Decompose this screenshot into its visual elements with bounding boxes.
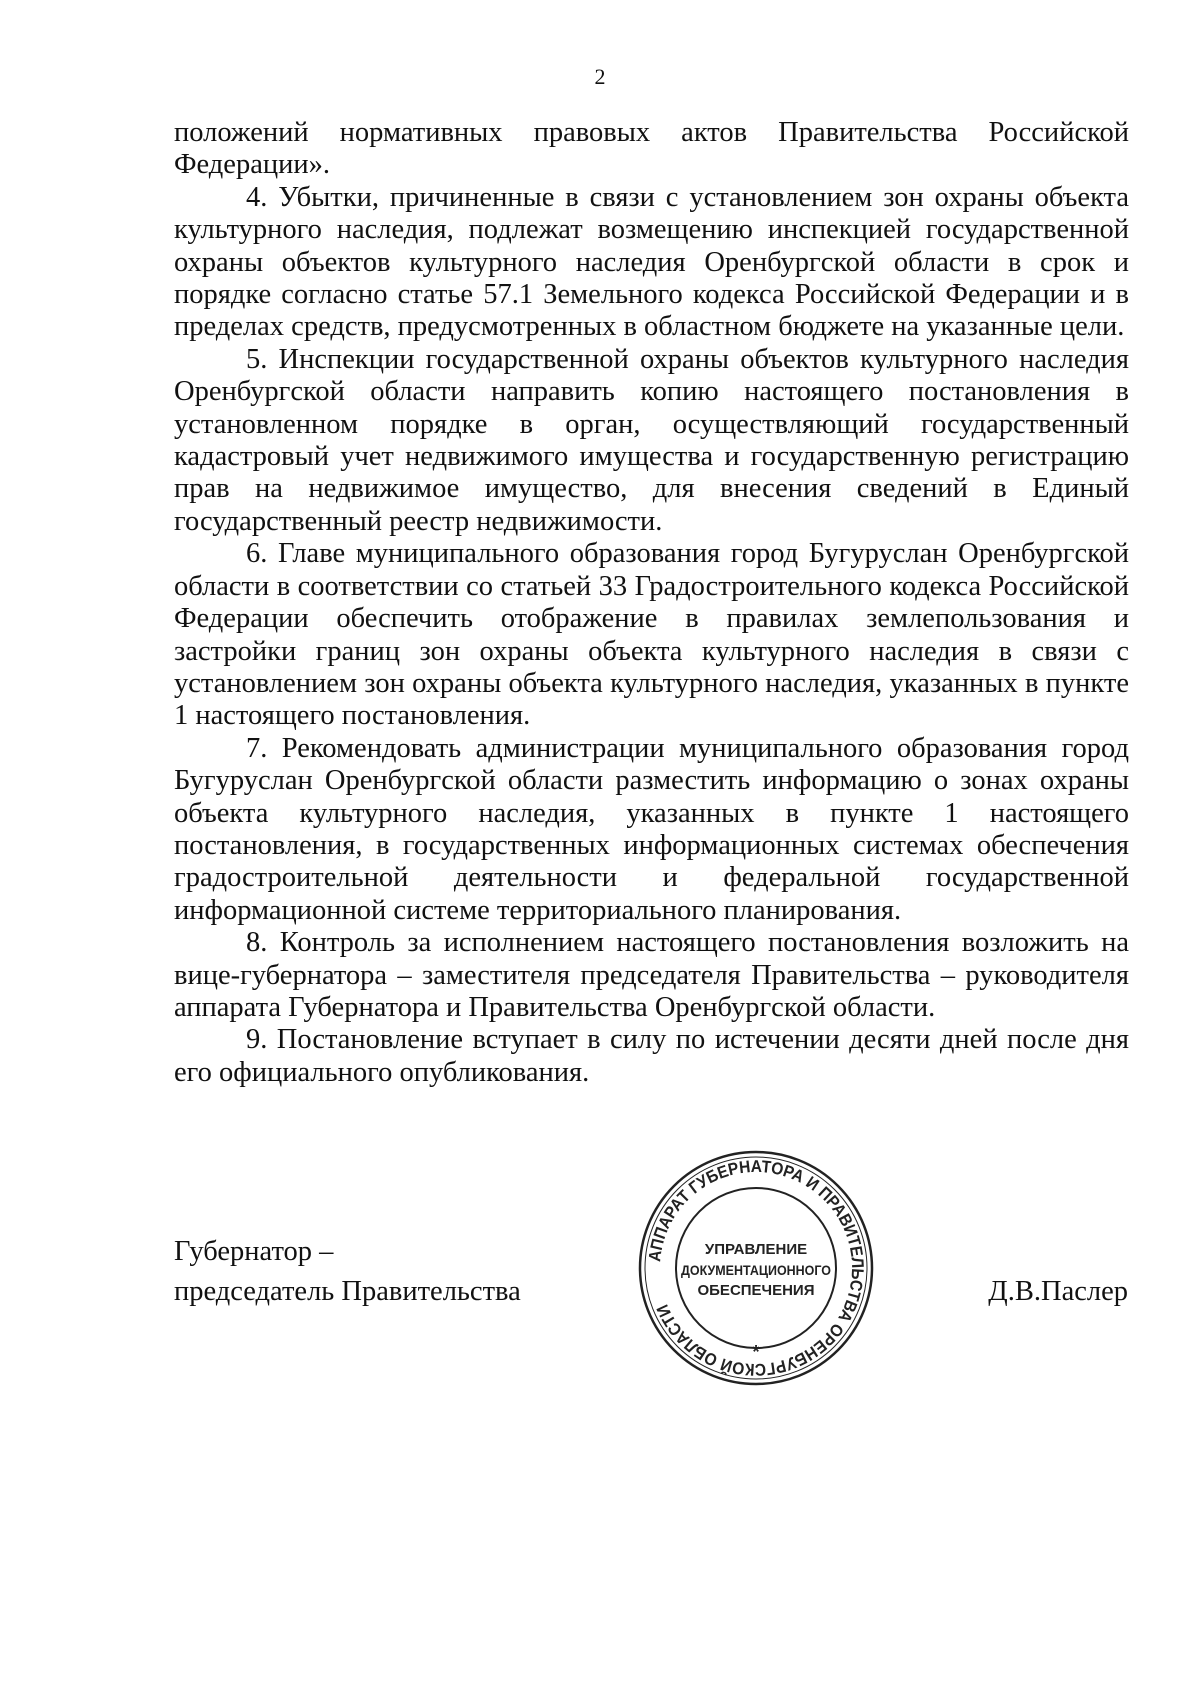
stamp-center-line-3: ОБЕСПЕЧЕНИЯ bbox=[697, 1282, 815, 1299]
paragraph-item-8: 8. Контроль за исполнением настоящего постановления возложить на вице-губернатора – заместителя председателя Правительства – руководителя аппарата Губернатора и Правительства Оренбургской области. bbox=[174, 927, 1129, 1023]
stamp-star: * bbox=[752, 1342, 760, 1362]
stamp-center-line-2: ДОКУМЕНТАЦИОННОГО bbox=[681, 1262, 832, 1278]
official-stamp bbox=[636, 1148, 876, 1388]
paragraph-item-5: 5. Инспекции государственной охраны объектов культурного наследия Оренбургской области направить копию настоящего постановления в установленном порядке в орган, осуществляющий государственный кадастровый учет недвижимого имущества и государственную регистрацию прав на недвижимое имущество, для внесения сведений в Единый государственный реестр недвижимости. bbox=[174, 343, 1129, 537]
signatory-title-line-2: председатель Правительства bbox=[174, 1276, 521, 1307]
signatory-title bbox=[174, 1232, 521, 1312]
signatory-name: Д.В.Паслер bbox=[988, 1276, 1128, 1307]
signatory-title-line-1: Губернатор – bbox=[174, 1236, 334, 1267]
stamp-center-line-1: УПРАВЛЕНИЕ bbox=[704, 1241, 808, 1258]
page-number: 2 bbox=[594, 64, 606, 89]
paragraph-item-6: 6. Главе муниципального образования город Бугуруслан Оренбургской области в соответствии со статьей 33 Градостроительного кодекса Российской Федерации обеспечить отображение в правилах землепользования и застройки границ зон охраны объекта культурного наследия в связи с установлением зон охраны объекта культурного наследия, указанных в пункте 1 настоящего постановления. bbox=[174, 538, 1129, 732]
stamp-ring-text: АППАРАТ ГУБЕРНАТОРА И ПРАВИТЕЛЬСТВА ОРЕНБУРГСКОЙ ОБЛАСТИ bbox=[645, 1156, 868, 1380]
paragraph-item-9: 9. Постановление вступает в силу по истечении десяти дней после дня его официального опубликования. bbox=[174, 1024, 1129, 1088]
paragraph-item-4: 4. Убытки, причиненные в связи с установлением зон охраны объекта культурного наследия, подлежат возмещению инспекцией государственной охраны объектов культурного наследия Оренбургской области в срок и порядке согласно статье 57.1 Земельного кодекса Российской Федерации и в пределах средств, предусмотренных в областном бюджете на указанные цели. bbox=[174, 181, 1129, 343]
paragraph-item-7: 7. Рекомендовать администрации муниципального образования город Бугуруслан Оренбургской области разместить информацию о зонах охраны объекта культурного наследия, указанных в пункте 1 настоящего постановления, в государственных информационных системах обеспечения градостроительной деятельности и федеральной государственной информационной системе территориального планирования. bbox=[174, 732, 1129, 926]
paragraph-continuation: положений нормативных правовых актов Правительства Российской Федерации». bbox=[174, 117, 1129, 181]
document-body bbox=[174, 117, 1129, 1089]
